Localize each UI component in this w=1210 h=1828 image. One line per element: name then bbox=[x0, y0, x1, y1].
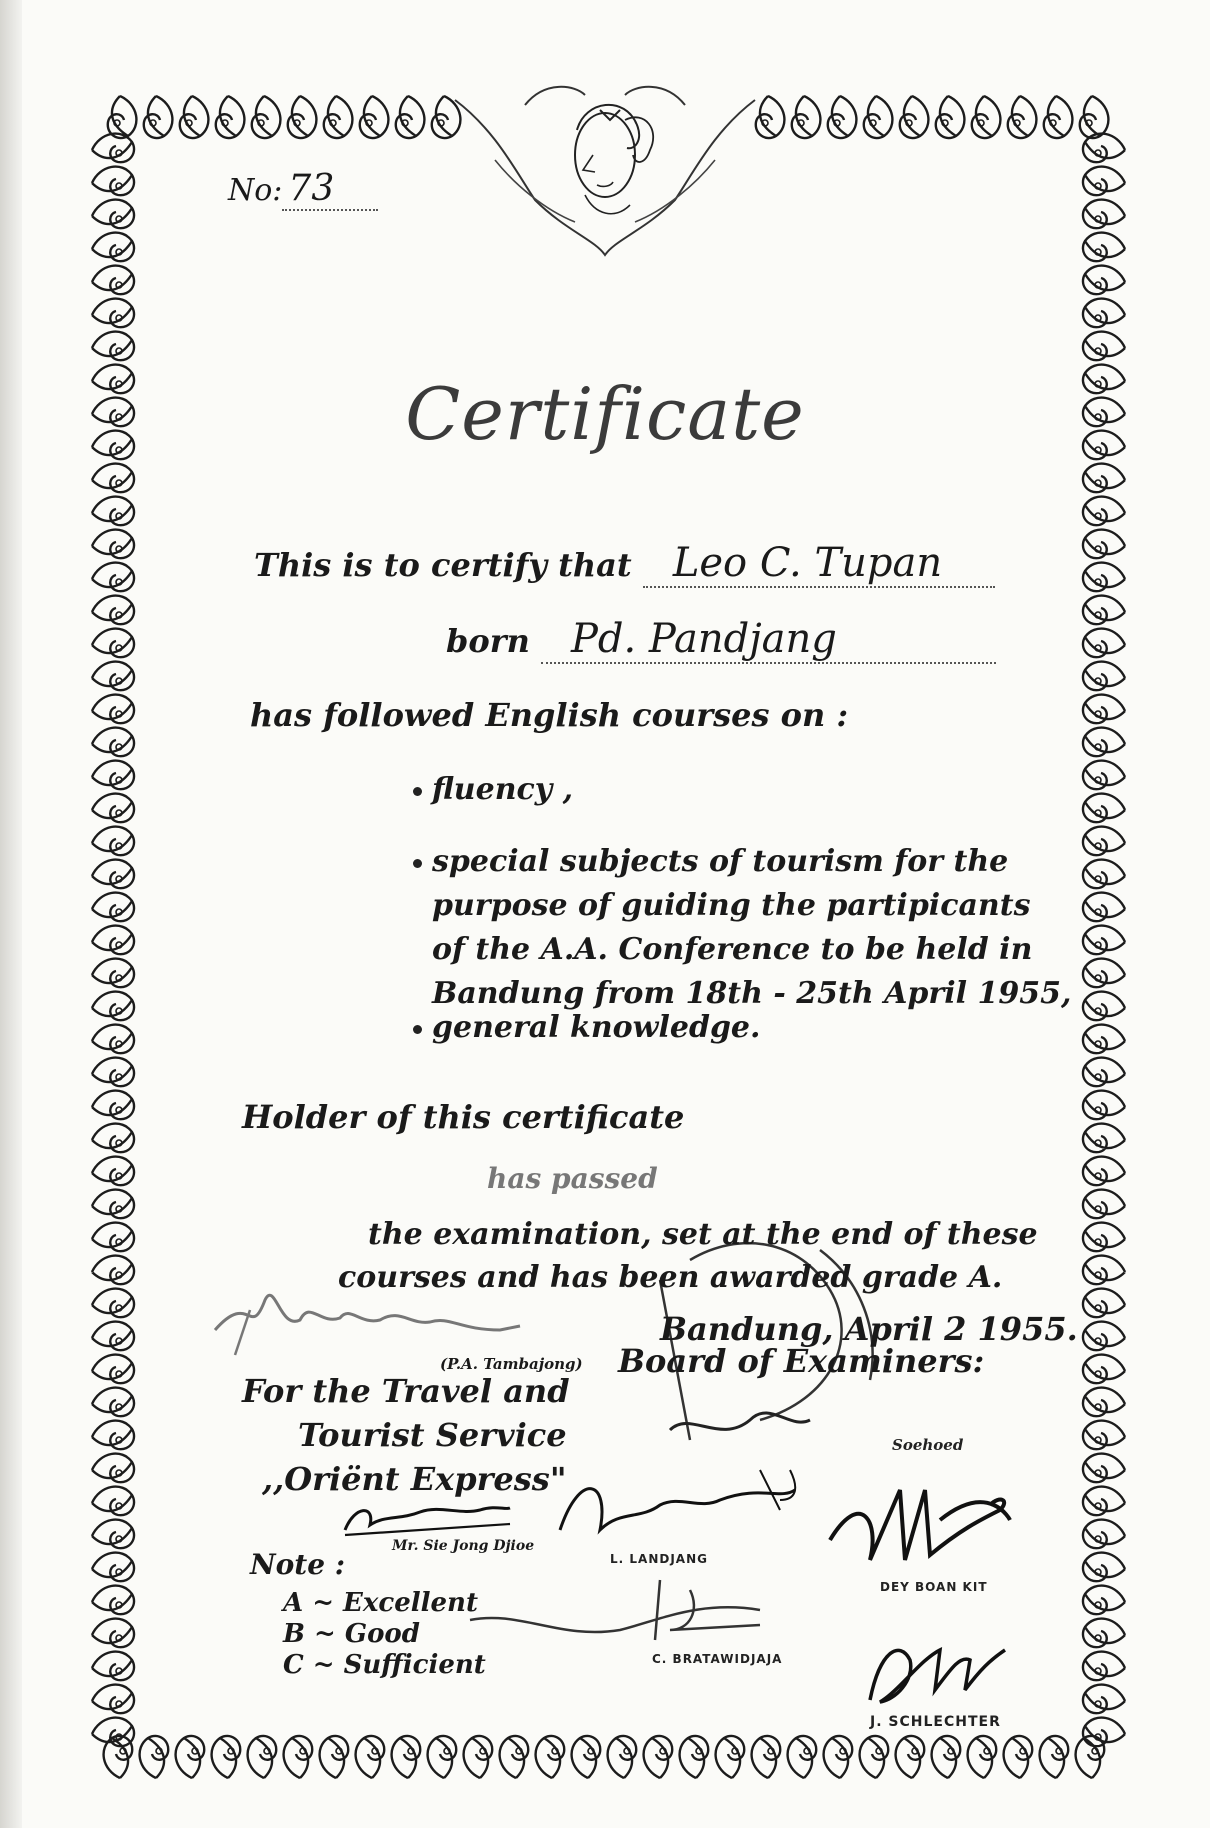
border-leaf bbox=[92, 992, 134, 1021]
border-leaf bbox=[92, 134, 134, 163]
border-leaf bbox=[1083, 497, 1125, 526]
border-leaf bbox=[824, 1736, 853, 1778]
border-leaf bbox=[92, 926, 134, 955]
border-leaf bbox=[1083, 629, 1125, 658]
border-leaf bbox=[1083, 596, 1125, 625]
border-leaf bbox=[92, 1718, 134, 1747]
border-leaf bbox=[320, 1736, 349, 1778]
border-leaf bbox=[1083, 992, 1125, 1021]
border-leaf bbox=[932, 1736, 961, 1778]
border-leaf bbox=[288, 96, 317, 138]
bullet-dot bbox=[413, 859, 422, 868]
border-leaf bbox=[572, 1736, 601, 1778]
border-leaf bbox=[252, 96, 281, 138]
border-leaf bbox=[1083, 827, 1125, 856]
border-leaf bbox=[972, 96, 1001, 138]
born-place: Pd. Pandjang bbox=[541, 616, 996, 664]
followed-text: has followed English courses on : bbox=[250, 696, 849, 734]
course-general-knowledge bbox=[413, 1010, 760, 1045]
border-leaf bbox=[92, 563, 134, 592]
border-leaf bbox=[92, 1058, 134, 1087]
grade-c: C ~ Sufficient bbox=[283, 1650, 486, 1680]
border-leaf bbox=[92, 1487, 134, 1516]
border-leaf bbox=[92, 1619, 134, 1648]
border-leaf bbox=[92, 1025, 134, 1054]
border-leaf bbox=[1044, 96, 1073, 138]
border-leaf bbox=[1083, 1322, 1125, 1351]
border-leaf bbox=[92, 1553, 134, 1582]
border-leaf bbox=[1083, 1553, 1125, 1582]
border-leaf bbox=[92, 1652, 134, 1681]
border-leaf bbox=[1083, 266, 1125, 295]
border-leaf bbox=[248, 1736, 277, 1778]
border-leaf bbox=[92, 761, 134, 790]
born-label: born bbox=[446, 622, 530, 660]
border-leaf bbox=[1083, 1289, 1125, 1318]
certificate-title: Certificate bbox=[405, 372, 805, 456]
border-leaf bbox=[92, 1355, 134, 1384]
border-leaf bbox=[1083, 1223, 1125, 1252]
border-leaf bbox=[180, 96, 209, 138]
border-leaf bbox=[92, 695, 134, 724]
course-tourism bbox=[413, 840, 1071, 1016]
certify-text: This is to certify that bbox=[254, 546, 632, 584]
grade-a: A ~ Excellent bbox=[283, 1588, 478, 1618]
border-leaf bbox=[1083, 1421, 1125, 1450]
border-leaf bbox=[396, 96, 425, 138]
head-emblem bbox=[455, 87, 755, 255]
border-leaf bbox=[1083, 794, 1125, 823]
border-leaf bbox=[936, 96, 965, 138]
second-signatory-caption: Mr. Sie Jong Djioe bbox=[392, 1538, 535, 1554]
examiner-name-schlechter: J. SCHLECHTER bbox=[870, 1714, 1001, 1730]
border-leaf bbox=[608, 1736, 637, 1778]
border-leaf bbox=[1083, 662, 1125, 691]
border-leaf bbox=[756, 96, 785, 138]
border-leaf bbox=[92, 596, 134, 625]
border-leaf bbox=[1083, 1586, 1125, 1615]
border-leaf bbox=[176, 1736, 205, 1778]
note-label: Note : bbox=[250, 1548, 346, 1581]
border-leaf bbox=[644, 1736, 673, 1778]
border-leaf bbox=[92, 1190, 134, 1219]
course-text: Bandung from 18th - 25th April 1955, bbox=[432, 976, 1072, 1011]
border-leaf bbox=[1083, 1256, 1125, 1285]
examiner-name-soehoed: Soehoed bbox=[892, 1436, 964, 1454]
holder-text: Holder of this certificate bbox=[242, 1098, 685, 1136]
border-leaf bbox=[1083, 959, 1125, 988]
certificate-number bbox=[228, 168, 378, 211]
border-leaf bbox=[500, 1736, 529, 1778]
border-leaf bbox=[1083, 1487, 1125, 1516]
passed-text: has passed bbox=[487, 1162, 658, 1195]
border-leaf bbox=[1083, 1355, 1125, 1384]
border-leaf bbox=[1083, 200, 1125, 229]
border-leaf bbox=[1083, 1025, 1125, 1054]
course-text: fluency , bbox=[432, 772, 574, 807]
border-leaf bbox=[1083, 860, 1125, 889]
certify-line bbox=[254, 540, 995, 588]
border-leaf bbox=[1083, 167, 1125, 196]
date-text: Bandung, April 2 1955. bbox=[660, 1310, 1078, 1348]
border-leaf bbox=[92, 1091, 134, 1120]
border-leaf bbox=[92, 1586, 134, 1615]
border-leaf bbox=[1004, 1736, 1033, 1778]
border-leaf bbox=[104, 1736, 133, 1778]
course-text: special subjects of tourism for the bbox=[432, 844, 1009, 879]
border-leaf bbox=[92, 860, 134, 889]
border-leaf bbox=[92, 827, 134, 856]
border-leaf bbox=[92, 1520, 134, 1549]
border-leaf bbox=[92, 1454, 134, 1483]
border-leaf bbox=[360, 96, 389, 138]
signatory-caption: (P.A. Tambajong) bbox=[440, 1355, 583, 1373]
border-leaf bbox=[432, 96, 461, 138]
border-leaf bbox=[1083, 893, 1125, 922]
border-leaf bbox=[792, 96, 821, 138]
border-leaf bbox=[92, 1685, 134, 1714]
border-leaf bbox=[92, 1124, 134, 1153]
border-leaf bbox=[900, 96, 929, 138]
border-leaf bbox=[464, 1736, 493, 1778]
border-leaf bbox=[1040, 1736, 1069, 1778]
border-leaf bbox=[92, 629, 134, 658]
border-leaf bbox=[1083, 728, 1125, 757]
border-leaf bbox=[828, 96, 857, 138]
border-leaf bbox=[716, 1736, 745, 1778]
board-text: Board of Examiners: bbox=[618, 1342, 985, 1380]
border-leaf bbox=[212, 1736, 241, 1778]
border-leaf bbox=[1076, 1736, 1105, 1778]
border-leaf bbox=[92, 1289, 134, 1318]
border-leaf bbox=[1083, 1388, 1125, 1417]
border-leaf bbox=[864, 96, 893, 138]
border-leaf bbox=[788, 1736, 817, 1778]
border-leaf bbox=[284, 1736, 313, 1778]
border-leaf bbox=[1083, 563, 1125, 592]
border-leaf bbox=[968, 1736, 997, 1778]
border-leaf bbox=[140, 1736, 169, 1778]
examiner-name-bratawidjaja: C. BRATAWIDJAJA bbox=[652, 1652, 783, 1666]
border-leaf bbox=[356, 1736, 385, 1778]
border-leaf bbox=[92, 1421, 134, 1450]
border-leaf bbox=[92, 464, 134, 493]
border-leaf bbox=[92, 794, 134, 823]
border-leaf bbox=[860, 1736, 889, 1778]
border-leaf bbox=[1083, 1454, 1125, 1483]
border-leaf bbox=[1083, 233, 1125, 262]
border-leaf bbox=[1083, 1619, 1125, 1648]
border-leaf bbox=[1083, 1652, 1125, 1681]
border-leaf bbox=[92, 167, 134, 196]
border-leaf bbox=[92, 299, 134, 328]
border-leaf bbox=[1083, 1058, 1125, 1087]
exam-line-1: the examination, set at the end of these bbox=[368, 1217, 1038, 1252]
border-leaf bbox=[1083, 926, 1125, 955]
border-leaf bbox=[1083, 1190, 1125, 1219]
border-leaf bbox=[92, 893, 134, 922]
border-leaf bbox=[92, 959, 134, 988]
number-label: No: bbox=[228, 173, 283, 208]
border-leaf bbox=[92, 1256, 134, 1285]
border-leaf bbox=[92, 332, 134, 361]
issuer-line-3: ,,Oriënt Express" bbox=[262, 1460, 567, 1498]
border-leaf bbox=[1083, 695, 1125, 724]
border-leaf bbox=[92, 1157, 134, 1186]
border-leaf bbox=[92, 266, 134, 295]
border-leaf bbox=[92, 1223, 134, 1252]
bullet-dot bbox=[413, 1025, 422, 1034]
border-leaf bbox=[92, 1322, 134, 1351]
border-leaf bbox=[1083, 332, 1125, 361]
border-leaf bbox=[92, 530, 134, 559]
border-leaf bbox=[92, 1388, 134, 1417]
grade-b: B ~ Good bbox=[283, 1619, 420, 1649]
border-leaf bbox=[1083, 1685, 1125, 1714]
bullet-dot bbox=[413, 787, 422, 796]
border-leaf bbox=[1083, 299, 1125, 328]
border-leaf bbox=[536, 1736, 565, 1778]
border-leaf bbox=[324, 96, 353, 138]
border-leaf bbox=[896, 1736, 925, 1778]
course-text: of the A.A. Conference to be held in bbox=[432, 932, 1033, 967]
number-value: 73 bbox=[282, 168, 378, 211]
born-line bbox=[446, 616, 996, 664]
course-fluency bbox=[413, 772, 573, 807]
issuer-line-1: For the Travel and bbox=[242, 1372, 570, 1410]
border-leaf bbox=[1083, 530, 1125, 559]
border-leaf bbox=[92, 662, 134, 691]
examiner-name-dey-boan-kit: DEY BOAN KIT bbox=[880, 1580, 988, 1594]
border-leaf bbox=[752, 1736, 781, 1778]
border-bottom bbox=[104, 1736, 1105, 1778]
border-leaf bbox=[92, 233, 134, 262]
border-leaf bbox=[92, 200, 134, 229]
border-leaf bbox=[1083, 1124, 1125, 1153]
border-leaf bbox=[392, 1736, 421, 1778]
exam-line-2: courses and has been awarded grade A. bbox=[338, 1260, 1003, 1295]
course-text: purpose of guiding the partipicants bbox=[432, 888, 1031, 923]
border-leaf bbox=[144, 96, 173, 138]
border-leaf bbox=[1083, 1091, 1125, 1120]
border-leaf bbox=[108, 96, 137, 138]
border-leaf bbox=[216, 96, 245, 138]
course-text: general knowledge. bbox=[432, 1010, 761, 1045]
issuer-line-2: Tourist Service bbox=[298, 1416, 567, 1454]
border-leaf bbox=[1083, 464, 1125, 493]
holder-name: Leo C. Tupan bbox=[643, 540, 995, 588]
examiner-name-landjang: L. LANDJANG bbox=[610, 1552, 708, 1566]
border-leaf bbox=[680, 1736, 709, 1778]
border-leaf bbox=[1083, 1157, 1125, 1186]
border-leaf bbox=[1080, 96, 1109, 138]
border-leaf bbox=[1083, 1520, 1125, 1549]
border-leaf bbox=[1008, 96, 1037, 138]
border-leaf bbox=[1083, 761, 1125, 790]
border-leaf bbox=[428, 1736, 457, 1778]
border-leaf bbox=[92, 497, 134, 526]
border-leaf bbox=[92, 728, 134, 757]
